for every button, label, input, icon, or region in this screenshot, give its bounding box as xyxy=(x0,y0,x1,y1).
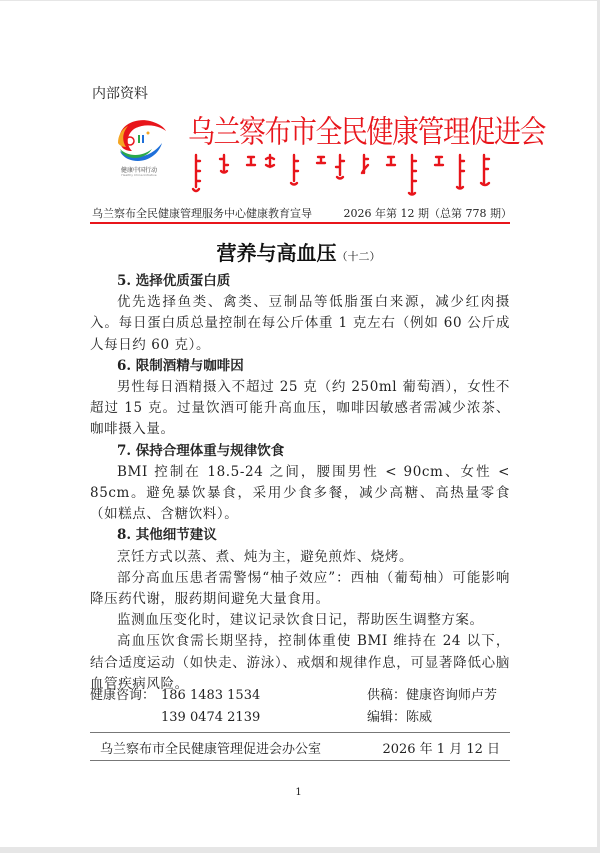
office-name: 乌兰察布市全民健康管理促进会办公室 xyxy=(100,742,322,757)
logo-caption: 健康中国行动 xyxy=(120,167,157,174)
footer-top-rule xyxy=(90,732,510,733)
footer-row xyxy=(100,738,500,757)
section-paragraph: 优先选择鱼类、禽类、豆制品等低脂蛋白来源，减少红肉摄入。每日蛋白质总量控制在每公斤体重 1 克左右（例如 60 公斤成人每日约 60 克）。 xyxy=(90,294,510,353)
document-title xyxy=(0,237,597,266)
editor-label: 编辑： xyxy=(367,710,407,725)
red-divider xyxy=(90,222,510,224)
logo-icon xyxy=(108,113,170,165)
section-paragraph: 高血压饮食需长期坚持，控制体重使 BMI 维持在 24 以下，结合适度运动（如快走、游泳）、戒烟和规律作息，可显著降低心脑血管疾病风险。 xyxy=(90,633,510,692)
section-paragraph: 部分高血压患者需警惕“柚子效应”：西柚（葡萄柚）可能影响降压药代谢，服药期间避免大量食用。 xyxy=(90,569,510,608)
section-paragraph: BMI 控制在 18.5-24 之间，腰围男性 < 90cm、女性 < 85cm。避免暴饮暴食，采用少食多餐，减少高糖、高热量零食（如糕点、含糖饮料）。 xyxy=(90,463,510,523)
mongolian-script-title xyxy=(190,151,505,196)
title-suffix: （十二） xyxy=(336,250,381,263)
section-paragraph: 男性每日酒精摄入不超过 25 克（约 250ml 葡萄酒），女性不超过 15 克。过量饮酒可能升高血压，咖啡因敏感者需减少浓茶、咖啡摄入量。 xyxy=(90,379,510,438)
document-body xyxy=(90,271,510,695)
editor-name: 陈威 xyxy=(406,710,433,725)
organization-title: 乌兰察布市全民健康管理促进会 xyxy=(188,115,545,151)
logo-sub-caption: Healthy China Initiative xyxy=(121,173,157,177)
section-heading: 7. 保持合理体重与规律饮食 xyxy=(117,442,285,459)
issue-date: 2026 年 1 月 12 日 xyxy=(382,742,500,757)
phone-number: 139 0474 2139 xyxy=(161,710,261,725)
section-paragraph: 监测血压变化时，建议记录饮食日记，帮助医生调整方案。 xyxy=(117,612,484,629)
document-page xyxy=(0,1,597,847)
contributor-name: 健康咨询师卢芳 xyxy=(406,688,498,703)
page-number: 1 xyxy=(295,787,302,798)
issue-number: 2026 年第 12 期（总第 778 期） xyxy=(343,207,512,220)
section-paragraph: 烹饪方式以蒸、煮、炖为主，避免煎炸、烧烤。 xyxy=(117,548,414,565)
publisher-name: 乌兰察布全民健康管理服务中心健康教育宣导 xyxy=(92,207,312,220)
healthy-china-logo xyxy=(108,113,170,183)
contributor-label: 供稿： xyxy=(367,688,407,703)
publication-line xyxy=(92,205,512,221)
footer-bottom-rule xyxy=(90,760,510,761)
section-heading: 8. 其他细节建议 xyxy=(117,527,217,544)
title-main: 营养与高血压 xyxy=(216,241,337,265)
consult-label: 健康咨询： xyxy=(90,688,156,703)
internal-label: 内部资料 xyxy=(92,86,148,102)
section-heading: 5. 选择优质蛋白质 xyxy=(117,273,231,289)
phone-number: 186 1483 1534 xyxy=(161,688,261,703)
section-heading: 6. 限制酒精与咖啡因 xyxy=(117,357,244,374)
